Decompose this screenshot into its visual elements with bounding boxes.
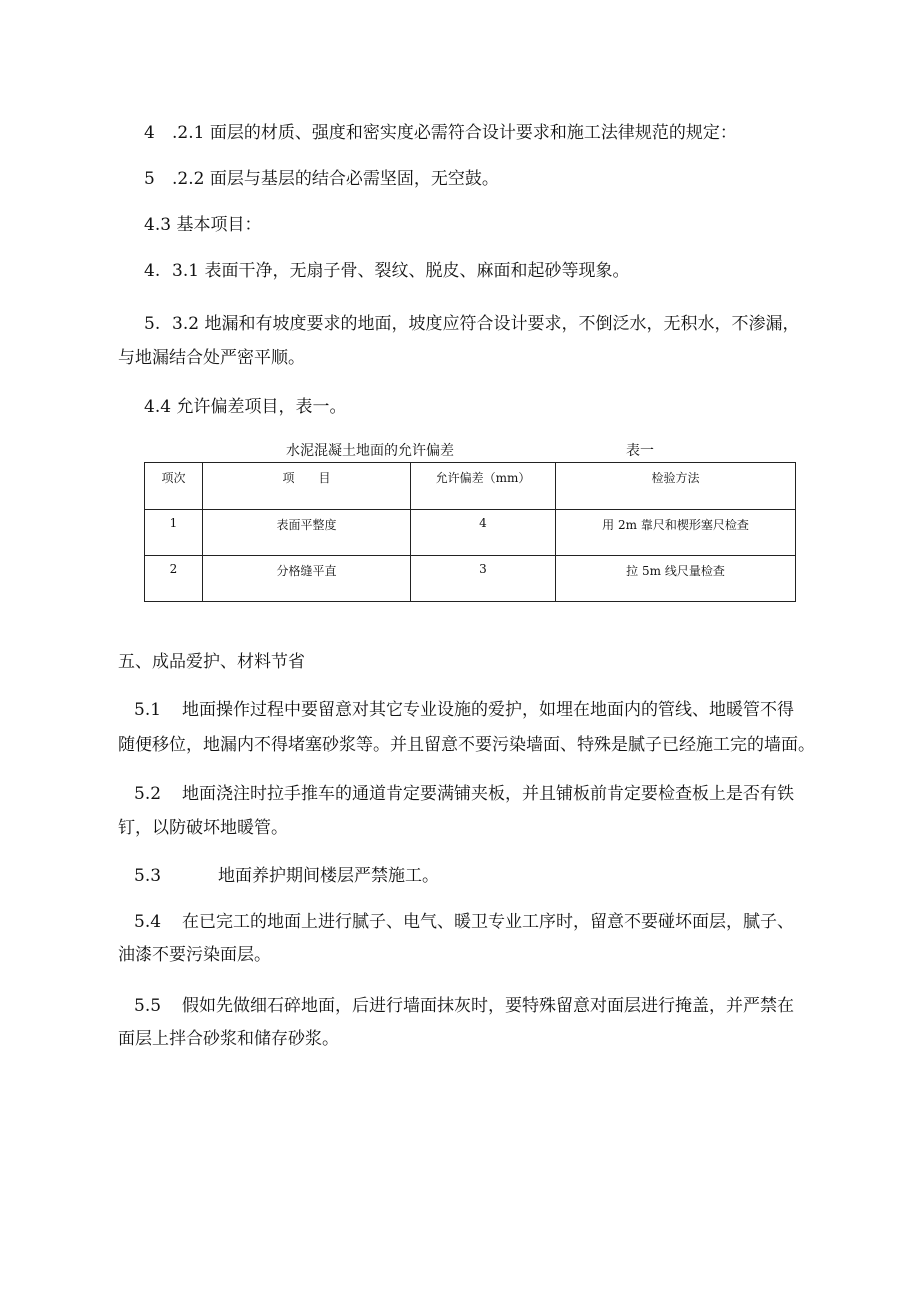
- table-caption-tag: 表一: [626, 443, 654, 459]
- table-cell: 拉 5m 线尺量检查: [556, 556, 796, 602]
- para-text: 在已完工的地面上进行腻子、电气、暖卫专业工序时，留意不要碰坏面层，腻子、: [182, 912, 794, 932]
- para-number: 4.: [144, 261, 161, 281]
- para-5-3: [134, 865, 439, 887]
- para-5-4-cont: 油漆不要污染面层。: [118, 945, 271, 965]
- para-text: 假如先做细石碎地面，后进行墙面抹灰时，要特殊留意对面层进行掩盖，并严禁在: [182, 996, 794, 1016]
- para-number: 5.: [144, 314, 161, 334]
- para-4-3-1: [144, 260, 629, 282]
- para-text: .2.2 面层与基层的结合必需坚固，无空鼓。: [172, 169, 499, 189]
- para-number: 5.1: [134, 700, 162, 720]
- para-5-1: [134, 699, 794, 721]
- para-number: 5: [144, 169, 155, 189]
- para-5-1-cont: 随便移位，地漏内不得堵塞砂浆等。并且留意不要污染墙面、特殊是腻子已经施工完的墙面。: [118, 735, 815, 755]
- table-header-cell: 允许偏差（mm）: [411, 463, 556, 510]
- table-header-row: [145, 463, 796, 510]
- table-row: [145, 510, 796, 556]
- table-caption: 水泥混凝土地面的允许偏差: [286, 443, 454, 459]
- para-5-2: [134, 783, 794, 805]
- para-number: 5.3: [134, 866, 162, 886]
- section-5-heading: 五、成品爱护、材料节省: [118, 652, 305, 672]
- table-cell: 3: [411, 556, 556, 602]
- deviation-table: [144, 462, 796, 602]
- table-cell: 2: [145, 556, 203, 602]
- para-text: 3.1 表面干净，无扇子骨、裂纹、脱皮、麻面和起砂等现象。: [172, 261, 630, 281]
- para-5-5: [134, 995, 794, 1017]
- para-5-2-cont: 钉，以防破坏地暖管。: [118, 818, 288, 838]
- table-cell: 用 2m 靠尺和楔形塞尺检查: [556, 510, 796, 556]
- para-text: 地面操作过程中要留意对其它专业设施的爱护，如埋在地面内的管线、地暖管不得: [182, 700, 794, 720]
- para-text: 地面养护期间楼层严禁施工。: [218, 866, 439, 886]
- para-text: 地面浇注时拉手推车的通道肯定要满铺夹板，并且铺板前肯定要检查板上是否有铁: [182, 784, 794, 804]
- table-cell: 分格缝平直: [203, 556, 411, 602]
- para-5-4: [134, 911, 794, 933]
- table-header-cell: 检验方法: [556, 463, 796, 510]
- para-4-4: 4.4 允许偏差项目，表一。: [144, 397, 347, 417]
- table-header-cell: 项次: [145, 463, 203, 510]
- para-4-3-heading: 4.3 基本项目：: [144, 215, 262, 235]
- para-4-2-1: [144, 122, 737, 144]
- table-cell: 表面平整度: [203, 510, 411, 556]
- para-number: 5.5: [134, 996, 162, 1016]
- para-number: 5.2: [134, 784, 162, 804]
- table-cell: 1: [145, 510, 203, 556]
- table-row: [145, 556, 796, 602]
- table-cell: 4: [411, 510, 556, 556]
- para-text: 3.2 地漏和有坡度要求的地面，坡度应符合设计要求，不倒泛水，无积水，不渗漏，: [172, 314, 800, 334]
- table-header-cell: 项 目: [203, 463, 411, 510]
- para-5-5-cont: 面层上拌合砂浆和储存砂浆。: [118, 1029, 339, 1049]
- para-4-2-2: [144, 168, 499, 190]
- para-number: 4: [144, 123, 155, 143]
- para-4-3-2-cont: 与地漏结合处严密平顺。: [118, 348, 305, 368]
- para-4-3-2: [144, 313, 799, 335]
- para-text: .2.1 面层的材质、强度和密实度必需符合设计要求和施工法律规范的规定：: [172, 123, 737, 143]
- para-number: 5.4: [134, 912, 162, 932]
